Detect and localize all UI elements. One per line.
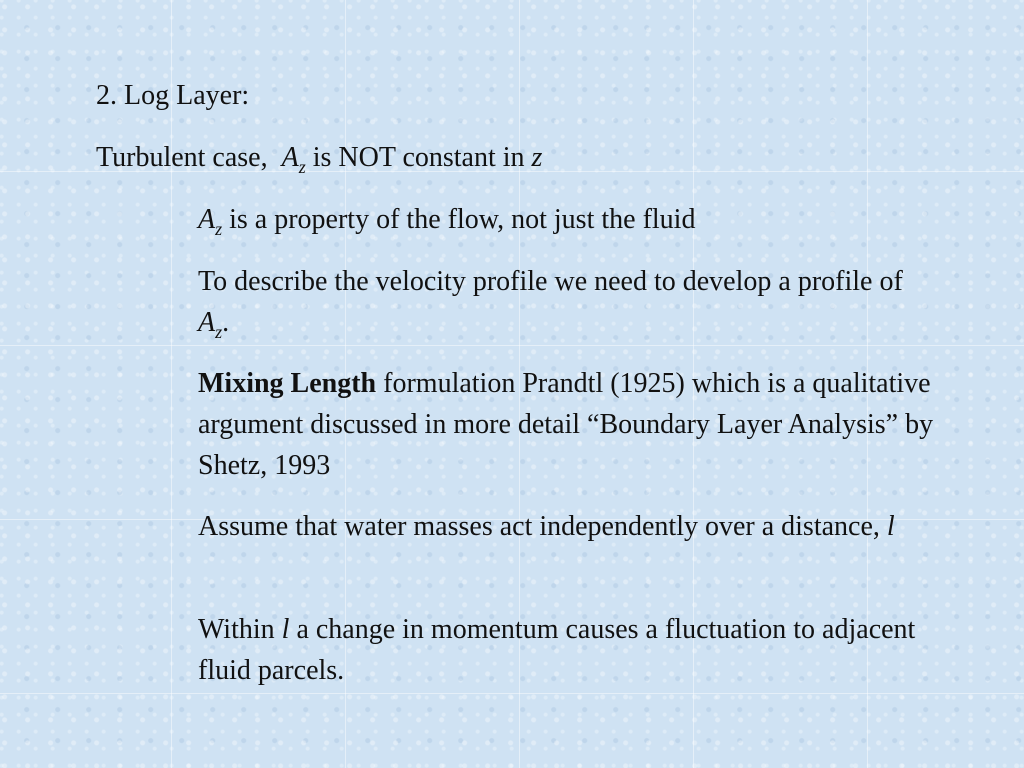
turbulent-case-middle: is NOT constant in: [305, 142, 532, 173]
turbulent-case-line: [96, 138, 542, 178]
bullet-momentum-change-prefix: Within: [198, 614, 282, 645]
bullet-mixing-length: [198, 363, 938, 486]
mixing-length-term: Mixing Length: [198, 368, 377, 399]
az-subscript: z: [298, 157, 306, 177]
l-variable: l: [886, 511, 895, 542]
bullet-velocity-profile-text: To describe the velocity profile we need to develop a profile of: [198, 266, 903, 297]
heading-text: 2. Log Layer:: [96, 80, 250, 111]
l-variable: l: [281, 614, 290, 645]
bullet-water-masses-text: Assume that water masses act independently over a distance,: [198, 511, 887, 542]
bullet-velocity-profile: [198, 261, 938, 343]
az-symbol: A: [281, 142, 299, 173]
bullet-az-property-text: is a property of the flow, not just the fluid: [222, 204, 696, 235]
az-symbol: A: [198, 204, 216, 235]
az-subscript: z: [215, 219, 223, 239]
bullet-velocity-profile-end: .: [222, 307, 230, 338]
az-subscript: z: [215, 322, 223, 342]
bullet-momentum-change: [198, 609, 938, 691]
bullet-mixing-length-text: formulation Prandtl (1925) which is a qualitative argument discussed in more detail “Boundary Layer Analysis” by Shetz, 1993: [198, 368, 934, 481]
bullet-az-property: [198, 199, 938, 240]
bullet-momentum-change-text: a change in momentum causes a fluctuation to adjacent fluid parcels.: [198, 614, 916, 686]
z-variable: z: [531, 142, 543, 173]
az-symbol: A: [198, 307, 216, 338]
section-heading: [96, 76, 249, 116]
turbulent-case-prefix: Turbulent case,: [96, 142, 268, 173]
bullet-water-masses: [198, 506, 938, 547]
